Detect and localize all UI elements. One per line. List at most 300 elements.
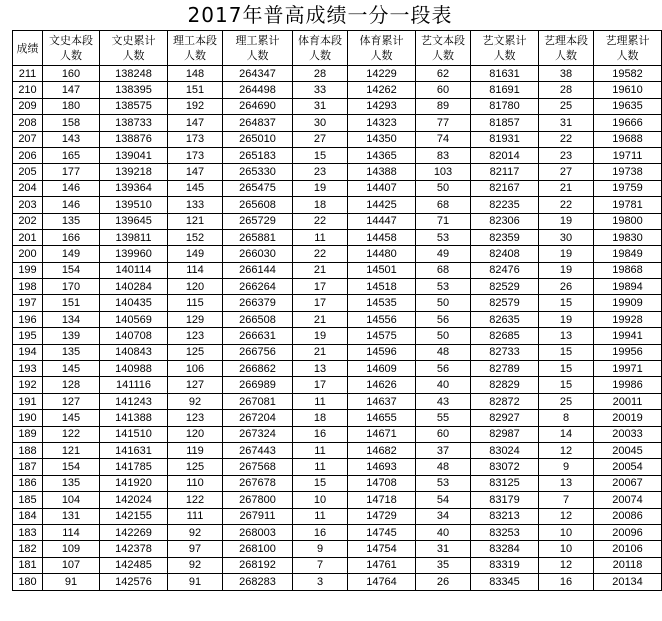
- count-cell: 139: [43, 328, 100, 344]
- count-cell: 122: [168, 492, 223, 508]
- count-cell: 19: [293, 328, 348, 344]
- count-cell: 268100: [223, 541, 293, 557]
- count-cell: 17: [293, 295, 348, 311]
- count-cell: 264347: [223, 66, 293, 82]
- count-cell: 30: [539, 229, 594, 245]
- count-cell: 14262: [348, 82, 416, 98]
- header-label: 理工本段: [173, 34, 217, 47]
- score-cell: 207: [13, 131, 43, 147]
- table-row: [13, 459, 662, 475]
- count-cell: 19688: [594, 131, 662, 147]
- count-cell: 141631: [100, 442, 168, 458]
- count-cell: 19800: [594, 213, 662, 229]
- count-cell: 14596: [348, 344, 416, 360]
- table-row: [13, 361, 662, 377]
- count-cell: 123: [168, 328, 223, 344]
- count-cell: 15: [539, 361, 594, 377]
- count-cell: 20086: [594, 508, 662, 524]
- count-cell: 152: [168, 229, 223, 245]
- count-cell: 177: [43, 164, 100, 180]
- score-cell: 182: [13, 541, 43, 557]
- score-table: [12, 30, 662, 591]
- count-cell: 266508: [223, 311, 293, 327]
- score-cell: 183: [13, 524, 43, 540]
- table-row: [13, 180, 662, 196]
- count-cell: 141785: [100, 459, 168, 475]
- count-cell: 19781: [594, 197, 662, 213]
- count-cell: 104: [43, 492, 100, 508]
- count-cell: 122: [43, 426, 100, 442]
- count-cell: 14407: [348, 180, 416, 196]
- count-cell: 142269: [100, 524, 168, 540]
- count-cell: 121: [43, 442, 100, 458]
- count-cell: 68: [416, 197, 471, 213]
- count-cell: 149: [168, 246, 223, 262]
- count-cell: 92: [168, 524, 223, 540]
- count-cell: 71: [416, 213, 471, 229]
- count-cell: 14556: [348, 311, 416, 327]
- count-cell: 14518: [348, 279, 416, 295]
- count-cell: 147: [168, 115, 223, 131]
- score-cell: 191: [13, 393, 43, 409]
- count-cell: 265475: [223, 180, 293, 196]
- header-col-5: [293, 31, 348, 66]
- count-cell: 19868: [594, 262, 662, 278]
- count-cell: 15: [293, 147, 348, 163]
- count-cell: 154: [43, 459, 100, 475]
- count-cell: 140708: [100, 328, 168, 344]
- count-cell: 264690: [223, 98, 293, 114]
- count-cell: 10: [539, 541, 594, 557]
- header-label: 体育累计: [359, 34, 404, 47]
- header-label: 艺文累计: [482, 34, 527, 47]
- table-row: [13, 262, 662, 278]
- count-cell: 266379: [223, 295, 293, 311]
- table-row: [13, 98, 662, 114]
- count-cell: 82529: [471, 279, 539, 295]
- table-row: [13, 328, 662, 344]
- count-cell: 14501: [348, 262, 416, 278]
- count-cell: 83253: [471, 524, 539, 540]
- score-cell: 189: [13, 426, 43, 442]
- count-cell: 19635: [594, 98, 662, 114]
- header-col-10: [594, 31, 662, 66]
- count-cell: 14480: [348, 246, 416, 262]
- count-cell: 82789: [471, 361, 539, 377]
- count-cell: 82987: [471, 426, 539, 442]
- count-cell: 115: [168, 295, 223, 311]
- table-row: [13, 131, 662, 147]
- count-cell: 266989: [223, 377, 293, 393]
- count-cell: 28: [293, 66, 348, 82]
- count-cell: 21: [539, 180, 594, 196]
- count-cell: 23: [293, 164, 348, 180]
- count-cell: 141243: [100, 393, 168, 409]
- score-cell: 185: [13, 492, 43, 508]
- count-cell: 10: [293, 492, 348, 508]
- table-row: [13, 393, 662, 409]
- count-cell: 91: [168, 574, 223, 590]
- count-cell: 138876: [100, 131, 168, 147]
- count-cell: 265330: [223, 164, 293, 180]
- count-cell: 109: [43, 541, 100, 557]
- count-cell: 135: [43, 475, 100, 491]
- count-cell: 50: [416, 180, 471, 196]
- count-cell: 14: [539, 426, 594, 442]
- count-cell: 267081: [223, 393, 293, 409]
- count-cell: 14575: [348, 328, 416, 344]
- count-cell: 15: [539, 377, 594, 393]
- count-cell: 68: [416, 262, 471, 278]
- header-label: 艺文本段: [421, 34, 465, 47]
- count-cell: 125: [168, 344, 223, 360]
- count-cell: 31: [416, 541, 471, 557]
- count-cell: 12: [539, 442, 594, 458]
- count-cell: 82579: [471, 295, 539, 311]
- count-cell: 14708: [348, 475, 416, 491]
- count-cell: 8: [539, 410, 594, 426]
- count-cell: 54: [416, 492, 471, 508]
- count-cell: 83319: [471, 557, 539, 573]
- count-cell: 21: [293, 344, 348, 360]
- count-cell: 14388: [348, 164, 416, 180]
- count-cell: 268192: [223, 557, 293, 573]
- count-cell: 53: [416, 475, 471, 491]
- count-cell: 145: [43, 410, 100, 426]
- count-cell: 140988: [100, 361, 168, 377]
- count-cell: 160: [43, 66, 100, 82]
- count-cell: 14718: [348, 492, 416, 508]
- count-cell: 11: [293, 442, 348, 458]
- count-cell: 165: [43, 147, 100, 163]
- count-cell: 14293: [348, 98, 416, 114]
- count-cell: 135: [43, 213, 100, 229]
- count-cell: 266144: [223, 262, 293, 278]
- count-cell: 265608: [223, 197, 293, 213]
- count-cell: 19: [539, 311, 594, 327]
- table-row: [13, 82, 662, 98]
- count-cell: 20033: [594, 426, 662, 442]
- count-cell: 173: [168, 147, 223, 163]
- score-cell: 193: [13, 361, 43, 377]
- count-cell: 106: [168, 361, 223, 377]
- count-cell: 141920: [100, 475, 168, 491]
- score-cell: 211: [13, 66, 43, 82]
- table-row: [13, 197, 662, 213]
- count-cell: 81631: [471, 66, 539, 82]
- count-cell: 121: [168, 213, 223, 229]
- count-cell: 14425: [348, 197, 416, 213]
- count-cell: 141388: [100, 410, 168, 426]
- header-unit: 人数: [555, 49, 577, 62]
- count-cell: 14745: [348, 524, 416, 540]
- count-cell: 62: [416, 66, 471, 82]
- count-cell: 83024: [471, 442, 539, 458]
- score-cell: 200: [13, 246, 43, 262]
- count-cell: 17: [293, 377, 348, 393]
- count-cell: 83284: [471, 541, 539, 557]
- count-cell: 82014: [471, 147, 539, 163]
- count-cell: 139811: [100, 229, 168, 245]
- count-cell: 28: [539, 82, 594, 98]
- header-score: 成绩: [13, 31, 43, 66]
- count-cell: 19986: [594, 377, 662, 393]
- header-col-7: [416, 31, 471, 66]
- count-cell: 16: [293, 524, 348, 540]
- header-unit: 人数: [616, 49, 639, 62]
- table-row: [13, 229, 662, 245]
- count-cell: 43: [416, 393, 471, 409]
- count-cell: 23: [539, 147, 594, 163]
- count-cell: 82117: [471, 164, 539, 180]
- table-row: [13, 377, 662, 393]
- header-label: 艺理本段: [544, 34, 588, 47]
- count-cell: 266030: [223, 246, 293, 262]
- count-cell: 82927: [471, 410, 539, 426]
- count-cell: 14671: [348, 426, 416, 442]
- count-cell: 265183: [223, 147, 293, 163]
- count-cell: 48: [416, 344, 471, 360]
- count-cell: 18: [293, 410, 348, 426]
- table-row: [13, 66, 662, 82]
- count-cell: 56: [416, 311, 471, 327]
- count-cell: 9: [293, 541, 348, 557]
- count-cell: 20011: [594, 393, 662, 409]
- score-cell: 192: [13, 377, 43, 393]
- count-cell: 11: [293, 229, 348, 245]
- count-cell: 16: [539, 574, 594, 590]
- count-cell: 19: [539, 262, 594, 278]
- count-cell: 114: [168, 262, 223, 278]
- count-cell: 97: [168, 541, 223, 557]
- score-cell: 188: [13, 442, 43, 458]
- count-cell: 19: [539, 213, 594, 229]
- count-cell: 266862: [223, 361, 293, 377]
- count-cell: 154: [43, 262, 100, 278]
- count-cell: 267204: [223, 410, 293, 426]
- count-cell: 83179: [471, 492, 539, 508]
- score-cell: 196: [13, 311, 43, 327]
- score-cell: 190: [13, 410, 43, 426]
- table-row: [13, 557, 662, 573]
- score-cell: 205: [13, 164, 43, 180]
- count-cell: 264837: [223, 115, 293, 131]
- count-cell: 143: [43, 131, 100, 147]
- count-cell: 19956: [594, 344, 662, 360]
- count-cell: 16: [293, 426, 348, 442]
- count-cell: 82685: [471, 328, 539, 344]
- count-cell: 166: [43, 229, 100, 245]
- count-cell: 82359: [471, 229, 539, 245]
- count-cell: 139960: [100, 246, 168, 262]
- count-cell: 55: [416, 410, 471, 426]
- count-cell: 11: [293, 393, 348, 409]
- table-row: [13, 295, 662, 311]
- header-label: 文史累计: [111, 34, 156, 47]
- header-unit: 人数: [432, 49, 454, 62]
- count-cell: 82829: [471, 377, 539, 393]
- count-cell: 81691: [471, 82, 539, 98]
- count-cell: 268003: [223, 524, 293, 540]
- header-unit: 人数: [122, 49, 145, 62]
- score-cell: 206: [13, 147, 43, 163]
- count-cell: 20054: [594, 459, 662, 475]
- count-cell: 12: [539, 508, 594, 524]
- count-cell: 149: [43, 246, 100, 262]
- score-cell: 187: [13, 459, 43, 475]
- score-cell: 202: [13, 213, 43, 229]
- count-cell: 33: [293, 82, 348, 98]
- count-cell: 25: [539, 98, 594, 114]
- count-cell: 14729: [348, 508, 416, 524]
- count-cell: 13: [293, 361, 348, 377]
- header-unit: 人数: [246, 49, 269, 62]
- header-label: 文史本段: [49, 34, 93, 47]
- count-cell: 19971: [594, 361, 662, 377]
- count-cell: 20134: [594, 574, 662, 590]
- count-cell: 265729: [223, 213, 293, 229]
- count-cell: 83345: [471, 574, 539, 590]
- count-cell: 89: [416, 98, 471, 114]
- count-cell: 268283: [223, 574, 293, 590]
- table-row: [13, 475, 662, 491]
- count-cell: 265010: [223, 131, 293, 147]
- count-cell: 10: [539, 524, 594, 540]
- header-col-1: [43, 31, 100, 66]
- count-cell: 17: [293, 279, 348, 295]
- count-cell: 40: [416, 524, 471, 540]
- count-cell: 123: [168, 410, 223, 426]
- table-row: [13, 574, 662, 590]
- count-cell: 173: [168, 131, 223, 147]
- count-cell: 170: [43, 279, 100, 295]
- count-cell: 14637: [348, 393, 416, 409]
- count-cell: 142155: [100, 508, 168, 524]
- count-cell: 192: [168, 98, 223, 114]
- count-cell: 77: [416, 115, 471, 131]
- count-cell: 19711: [594, 147, 662, 163]
- count-cell: 266264: [223, 279, 293, 295]
- score-cell: 199: [13, 262, 43, 278]
- page-title: 2017年普高成绩一分一段表: [187, 3, 453, 27]
- count-cell: 34: [416, 508, 471, 524]
- count-cell: 114: [43, 524, 100, 540]
- count-cell: 83213: [471, 508, 539, 524]
- count-cell: 140284: [100, 279, 168, 295]
- table-row: [13, 213, 662, 229]
- count-cell: 138248: [100, 66, 168, 82]
- header-col-4: [223, 31, 293, 66]
- score-cell: 197: [13, 295, 43, 311]
- count-cell: 140569: [100, 311, 168, 327]
- count-cell: 138733: [100, 115, 168, 131]
- count-cell: 140114: [100, 262, 168, 278]
- count-cell: 20106: [594, 541, 662, 557]
- count-cell: 19830: [594, 229, 662, 245]
- score-cell: 181: [13, 557, 43, 573]
- count-cell: 19928: [594, 311, 662, 327]
- count-cell: 7: [293, 557, 348, 573]
- count-cell: 7: [539, 492, 594, 508]
- count-cell: 81931: [471, 131, 539, 147]
- count-cell: 14609: [348, 361, 416, 377]
- score-cell: 184: [13, 508, 43, 524]
- count-cell: 82167: [471, 180, 539, 196]
- count-cell: 22: [539, 197, 594, 213]
- count-cell: 134: [43, 311, 100, 327]
- count-cell: 82235: [471, 197, 539, 213]
- table-row: [13, 246, 662, 262]
- count-cell: 81780: [471, 98, 539, 114]
- table-row: [13, 147, 662, 163]
- count-cell: 120: [168, 279, 223, 295]
- count-cell: 22: [293, 213, 348, 229]
- count-cell: 139645: [100, 213, 168, 229]
- count-cell: 14655: [348, 410, 416, 426]
- table-header-row: [13, 31, 662, 66]
- count-cell: 140843: [100, 344, 168, 360]
- count-cell: 26: [416, 574, 471, 590]
- count-cell: 19666: [594, 115, 662, 131]
- count-cell: 19: [293, 180, 348, 196]
- count-cell: 50: [416, 328, 471, 344]
- table-row: [13, 115, 662, 131]
- header-col-2: [100, 31, 168, 66]
- count-cell: 266631: [223, 328, 293, 344]
- count-cell: 14761: [348, 557, 416, 573]
- count-cell: 139041: [100, 147, 168, 163]
- count-cell: 267800: [223, 492, 293, 508]
- count-cell: 138395: [100, 82, 168, 98]
- count-cell: 11: [293, 508, 348, 524]
- count-cell: 92: [168, 393, 223, 409]
- count-cell: 9: [539, 459, 594, 475]
- header-unit: 人数: [184, 49, 206, 62]
- count-cell: 119: [168, 442, 223, 458]
- count-cell: 145: [168, 180, 223, 196]
- count-cell: 142378: [100, 541, 168, 557]
- count-cell: 151: [43, 295, 100, 311]
- count-cell: 147: [168, 164, 223, 180]
- count-cell: 56: [416, 361, 471, 377]
- count-cell: 91: [43, 574, 100, 590]
- count-cell: 267568: [223, 459, 293, 475]
- count-cell: 82306: [471, 213, 539, 229]
- count-cell: 141116: [100, 377, 168, 393]
- header-col-6: [348, 31, 416, 66]
- table-row: [13, 164, 662, 180]
- count-cell: 13: [539, 328, 594, 344]
- count-cell: 14458: [348, 229, 416, 245]
- count-cell: 107: [43, 557, 100, 573]
- count-cell: 82476: [471, 262, 539, 278]
- table-row: [13, 508, 662, 524]
- count-cell: 264498: [223, 82, 293, 98]
- count-cell: 60: [416, 426, 471, 442]
- count-cell: 38: [539, 66, 594, 82]
- count-cell: 40: [416, 377, 471, 393]
- count-cell: 20045: [594, 442, 662, 458]
- count-cell: 15: [293, 475, 348, 491]
- count-cell: 30: [293, 115, 348, 131]
- count-cell: 14323: [348, 115, 416, 131]
- score-cell: 195: [13, 328, 43, 344]
- count-cell: 31: [539, 115, 594, 131]
- count-cell: 14350: [348, 131, 416, 147]
- count-cell: 21: [293, 311, 348, 327]
- count-cell: 147: [43, 82, 100, 98]
- count-cell: 25: [539, 393, 594, 409]
